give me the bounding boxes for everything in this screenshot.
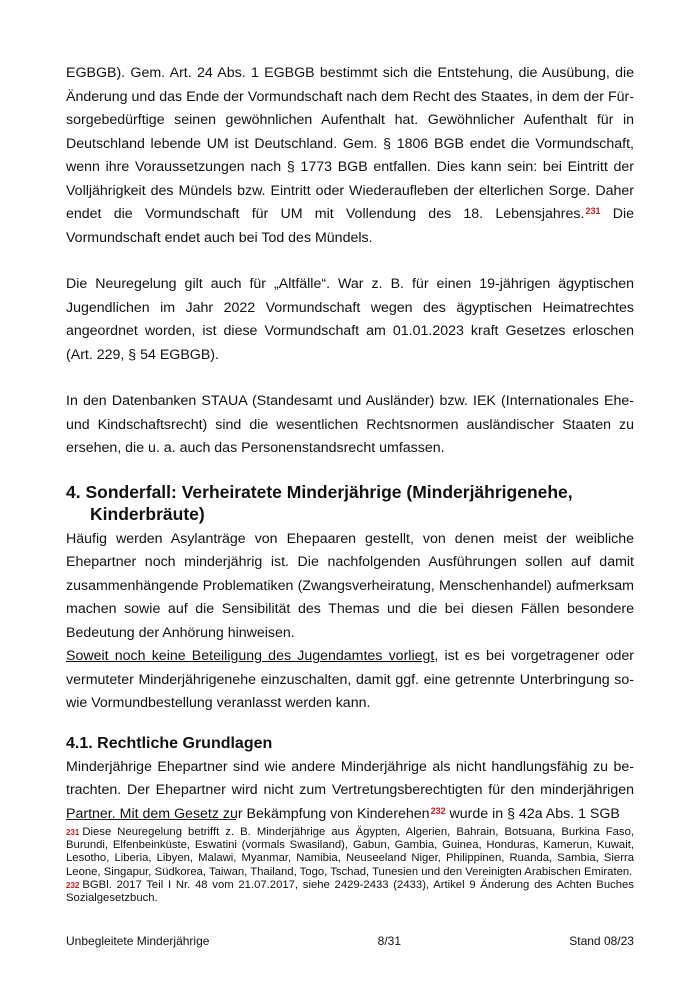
footnote-232: $^{232}$ BGBl. 2017 Teil I Nr. 48 vom 21.07.2017, siehe 2429-2433 (2433), Artikel 9 Änderung des Achten Buches Sozialgesetzbuch. xyxy=(66,878,634,905)
page-number: 8/31 xyxy=(377,934,402,948)
footer-title: Unbegleitete Minderjährige xyxy=(66,934,210,948)
paragraph-datenbanken: In den Datenbanken STAUA (Standesamt und Ausländer) bzw. IEK (Internationales Ehe- und Kindschaftsrecht) sind die wesentlichen Rechtsnormen ausländischer Staaten zu ersehen, die u. a. auch das Personenstandsrecht umfassen. xyxy=(66,393,634,456)
paragraph-altfaelle: Die Neuregelung gilt auch für „Altfälle“. War z. B. für einen 19-jährigen ägyptischen Jugendlichen im Jahr 2022 Vormundschaft wegen des ägyptischen Heimatrechtes angeordnet worden, ist diese Vormundschaft am 01.01.2023 kraft Gesetzes erloschen (Art. 229, § 54 EGBGB). xyxy=(66,276,634,363)
section-heading-4-1: 4.1. Rechtliche Grundlagen xyxy=(66,734,273,752)
footnote-ref-232[interactable]: 232 xyxy=(430,805,446,816)
paragraph-jugendamt: Soweit noch keine Beteiligung des Jugendamtes vorliegt, ist es bei vorgetragener oder vermuteter Minderjährigenehe einzuschalten, damit ggf. eine getrennte Unterbringung sowie Vormundbestellung veranlasst werden kann. xyxy=(66,648,634,711)
page-footer xyxy=(66,934,634,948)
paragraph-vormundschaft: EGBGB). Gem. Art. 24 Abs. 1 EGBGB bestimmt sich die Entstehung, die Ausübung, die Änderung und das Ende der Vormundschaft nach dem Recht des Staates, in dem der Fürsorgebedürftige seinen gewöhnlichen Aufenthalt hat. Gewöhnlicher Aufenthalt für in Deutschland lebende UM ist Deutschland. Gem. § 1806 BGB endet die Vormundschaft, wenn ihre Voraussetzungen nach § 1773 BGB entfallen. Dies kann sein: bei Eintritt der Volljährigkeit des Mündels bzw. Eintritt oder Wiederaufleben der elterlichen Sorge. Daher endet die Vormundschaft für UM mit Vollendung des 18. Lebensjahres.$^{231}$ Die Vormundschaft endet auch bei Tod des Mündels. xyxy=(66,65,635,246)
section-heading-4: 4. Sonderfall: Verheiratete Minderjährige (Minderjährigenehe, Kinderbräute) xyxy=(66,481,573,524)
paragraph-asylantraege: Häufig werden Asylanträge von Ehepaaren gestellt, von denen meist der weibliche Ehepartner noch minderjährig ist. Die nachfolgenden Ausführungen sollen auf damit zusammenhängende Problematiken (Zwangsverheiratung, Menschenhandel) aufmerksam machen sowie auf die Sensibilität des Themas und die bei diesen Fällen besondere Bedeutung der Anhörung hinweisen. xyxy=(66,530,634,641)
paragraph-rechtliche-grundlagen: Minderjährige Ehepartner sind wie andere Minderjährige als nicht handlungsfähig zu betrachten. Der Ehepartner wird nicht zum Vertretungsberechtigten für den minderjährigen Partner. Mit dem Gesetz zur Bekämpfung von Kinderehen$^{232}$ wurde in § 42a Abs. 1 SGB xyxy=(66,758,634,822)
footer-date: Stand 08/23 xyxy=(569,934,634,948)
document-body xyxy=(66,62,634,826)
footnotes xyxy=(66,826,634,905)
footnote-231: $^{231}$ Diese Neuregelung betrifft z. B. Minderjährige aus Ägypten, Algerien, Bahrain, Botsuana, Burkina Faso, Burundi, Elfenbeinküste, Eswatini (vormals Swasiland), Gabun, Gambia, Guinea, Honduras, Kamerun, Kuwait, Lesotho, Liberia, Libyen, Malawi, Myanmar, Namibia, Neuseeland Niger, Philippinen, Ruanda, Sambia, Sierra Leone, Singapur, Südkorea, Taiwan, Thailand, Togo, Tschad, Tunesien und den Vereinigten Arabischen Emiraten. xyxy=(66,826,634,878)
footnote-ref-231[interactable]: 231 xyxy=(585,206,601,216)
footnote-divider xyxy=(66,819,236,820)
